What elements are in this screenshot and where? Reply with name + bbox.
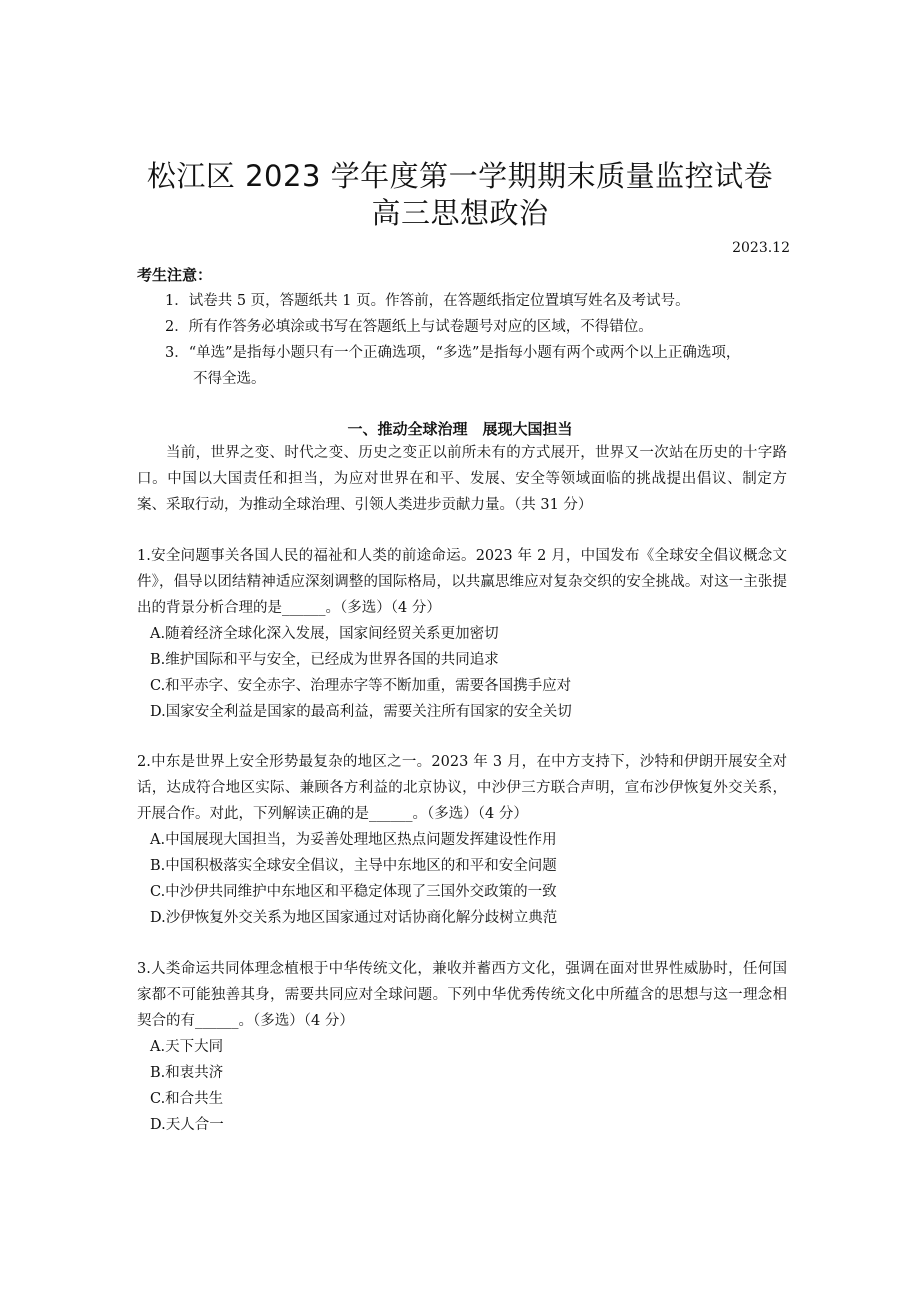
notice-heading: 考生注意： (137, 266, 213, 284)
option-a: A.中国展现大国担当，为妥善处理地区热点问题发挥建设性作用 (150, 832, 557, 848)
option-list (137, 827, 787, 931)
option-d: D.天人合一 (150, 1117, 224, 1133)
option-a: A.随着经济全球化深入发展，国家间经贸关系更加密切 (150, 626, 499, 642)
option-c: C.中沙伊共同维护中东地区和平稳定体现了三国外交政策的一致 (150, 884, 557, 900)
notice-item: 1．试卷共 5 页，答题纸共 1 页。作答前，在答题纸指定位置填写姓名及考试号。 (165, 293, 690, 309)
question-1 (137, 543, 787, 725)
option-b: B.维护国际和平与安全，已经成为世界各国的共同追求 (150, 652, 499, 668)
option-b: B.中国积极落实全球安全倡议，主导中东地区的和平和安全问题 (150, 858, 557, 874)
option-a: A.天下大同 (150, 1039, 224, 1055)
notice-item: 3．“单选”是指每小题只有一个正确选项，“多选”是指每小题有两个或两个以上正确选项， (165, 345, 741, 361)
question-stem: 2.中东是世界上安全形势最复杂的地区之一。2023 年 3 月，在中方支持下，沙特和伊朗开展安全对话，达成符合地区实际、兼顾各方利益的北京协议，中沙伊三方联合声明，宣布沙伊恢复外交关系，开展合作。对此，下列解读正确的是______。（多选）（4 分） (137, 754, 787, 822)
option-list (137, 1034, 787, 1138)
option-d: D.沙伊恢复外交关系为地区国家通过对话协商化解分歧树立典范 (150, 910, 558, 926)
option-list (137, 621, 787, 725)
question-2 (137, 749, 787, 931)
question-3 (137, 956, 787, 1138)
section-heading: 一、推动全球治理 展现大国担当 (347, 420, 573, 438)
exam-title: 松江区 2023 学年度第一学期期末质量监控试卷 (146, 159, 774, 193)
option-c: C.和合共生 (150, 1091, 224, 1107)
option-b: B.和衷共济 (150, 1065, 224, 1081)
notice-item: 2．所有作答务必填涂或书写在答题纸上与试卷题号对应的区域，不得错位。 (165, 319, 653, 335)
notice-item-continued: 不得全选。 (193, 371, 266, 387)
question-stem: 3.人类命运共同体理念植根于中华传统文化，兼收并蓄西方文化，强调在面对世界性威胁时，任何国家都不可能独善其身，需要共同应对全球问题。下列中华优秀传统文化中所蕴含的思想与这一理念相契合的有______。（多选）（4 分） (137, 961, 787, 1029)
exam-subject: 高三思想政治 (371, 196, 549, 230)
question-stem: 1.安全问题事关各国人民的福祉和人类的前途命运。2023 年 2 月，中国发布《全球安全倡议概念文件》，倡导以团结精神适应深刻调整的国际格局，以共赢思维应对复杂交织的安全挑战。对这一主张提出的背景分析合理的是______。（多选）（4 分） (137, 548, 787, 616)
section-intro: 当前，世界之变、时代之变、历史之变正以前所未有的方式展开，世界又一次站在历史的十字路口。中国以大国责任和担当，为应对世界在和平、发展、安全等领域面临的挑战提出倡议、制定方案、采取行动，为推动全球治理、引领人类进步贡献力量。（共 31 分） (137, 445, 787, 513)
option-d: D.国家安全利益是国家的最高利益，需要关注所有国家的安全关切 (150, 704, 572, 720)
option-c: C.和平赤字、安全赤字、治理赤字等不断加重，需要各国携手应对 (150, 678, 572, 694)
exam-date: 2023.12 (732, 240, 790, 256)
